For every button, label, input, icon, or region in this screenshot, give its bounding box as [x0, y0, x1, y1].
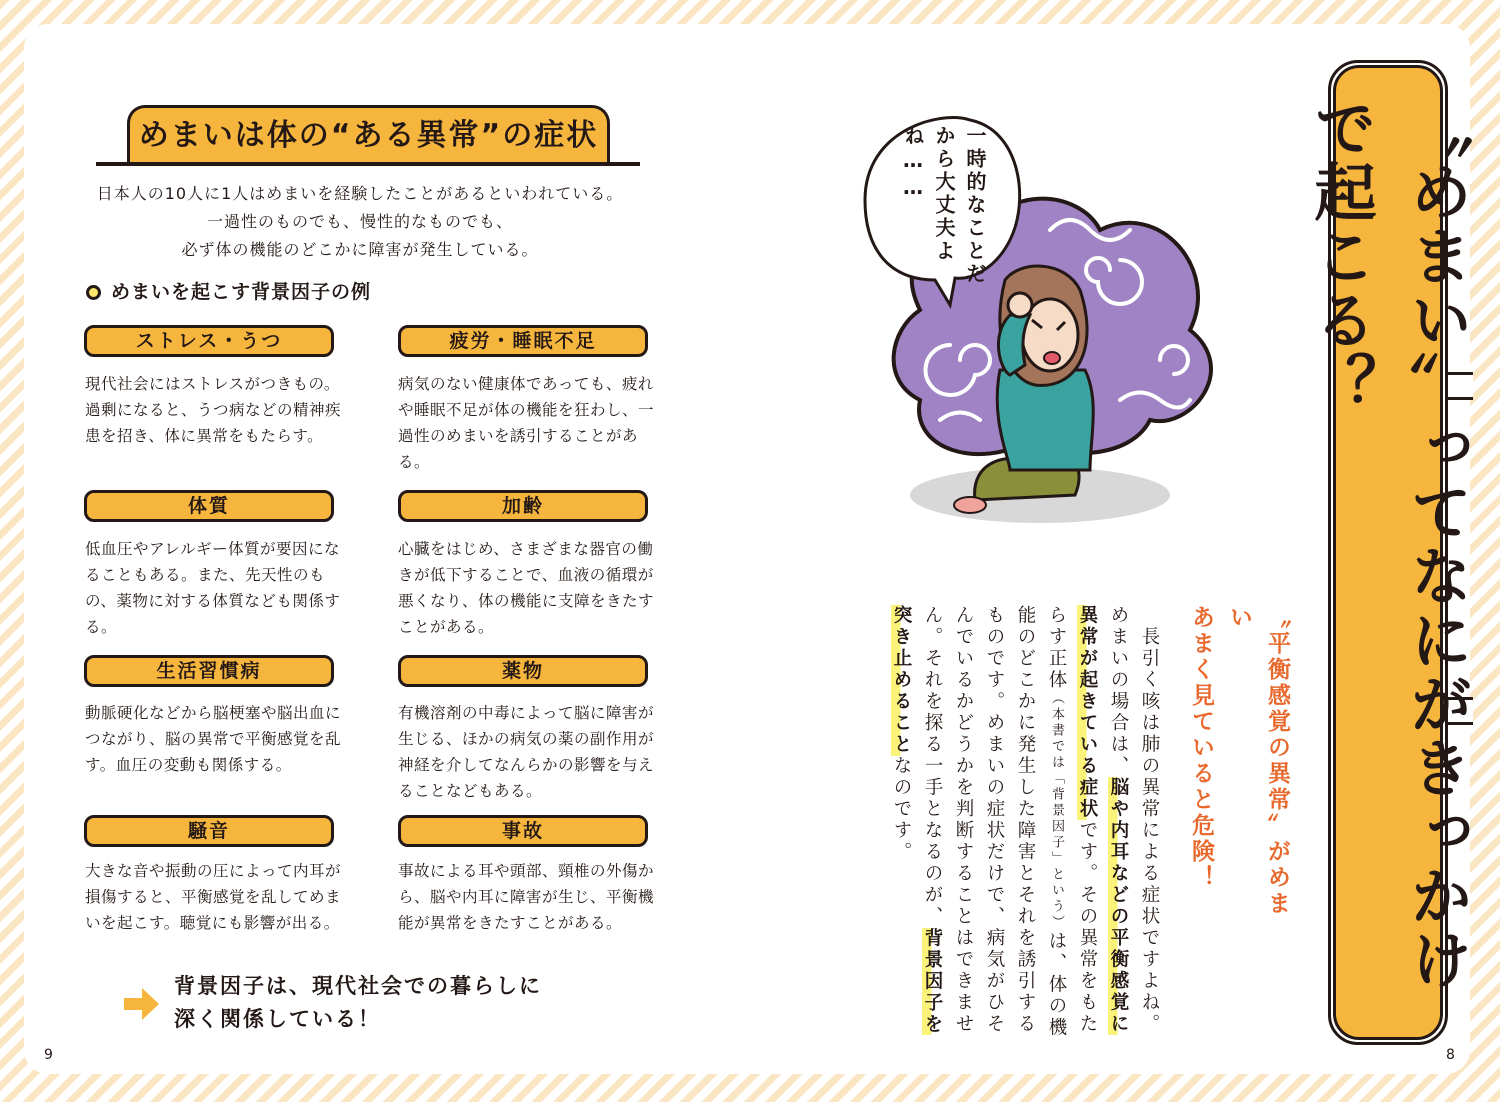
body-segment: 長引く咳は肺の異常による症状ですよね。めまいの場合は、 [1108, 605, 1160, 1035]
subheading-text: めまいを起こす背景因子の例 [111, 281, 372, 303]
subtitle [1182, 605, 1296, 935]
factor-label-noise: 騒音 [84, 815, 334, 847]
body-segment: です。その異常をもたらす正体 [1046, 605, 1098, 1035]
bubble-line: ことだから [932, 125, 987, 286]
bubble-line: 一時的な [963, 125, 987, 217]
factor-label-aging: 加齢 [398, 490, 648, 522]
section-title: めまいは体の“ある異常”の症状 [127, 105, 610, 163]
body-text [845, 605, 1165, 1055]
body-segment: は、体の機能のどこかに発生した障害とそれを誘引するものです。めまいの症状だけで、病気がひそんでいるかどうかを判断することはできません。それを探る一手となるのが、 [922, 605, 1067, 1039]
factor-text-drugs: 有機溶剤の中毒によって脳に障害が生じる、ほかの病気の薬の副作用が神経を介してなんらかの影響を与えることなどもある。 [398, 704, 655, 800]
body-segment: なのです。 [891, 755, 912, 863]
factor-label-accident: 事故 [398, 815, 648, 847]
factor-text-fatigue: 病気のない健康体であっても、疲れや睡眠不足が体の機能を狂わし、一過性のめまいを誘引することがある。 [398, 375, 655, 471]
factor-label-constitution: 体質 [84, 490, 334, 522]
factor-text-lifestyle-disease: 動脈硬化などから脳梗塞や脳出血につながり、脳の異常で平衡感覚を乱す。血圧の変動も関係する。 [85, 704, 342, 774]
bubble-line: 大丈夫よね…… [901, 125, 956, 263]
intro-line: 日本人の10人に1人はめまいを経験したことがあるといわれている。 [96, 184, 624, 203]
factor-text-aging: 心臓をはじめ、さまざまな器官の働きが低下することで、血液の循環が悪くなり、体の機能に支障をきたすことがある。 [398, 540, 655, 636]
conclusion-line: 背景因子は、現代社会での暮らしに [174, 974, 542, 998]
title-band [1304, 65, 1473, 1040]
highlight-text: 脳や内耳などの平衡感覚に異常が起きている症状 [1077, 605, 1129, 1035]
arrow-right-icon [124, 987, 160, 1021]
factor-label-drugs: 薬物 [398, 655, 648, 687]
factor-label-fatigue: 疲労・睡眠不足 [398, 325, 648, 357]
intro-text [80, 180, 640, 264]
intro-line: 必ず体の機能のどこかに障害が発生している。 [181, 240, 539, 259]
factor-text-noise: 大きな音や振動の圧によって内耳が損傷すると、平衡感覚を乱してめまいを起こす。聴覚にも影響が出る。 [85, 862, 342, 932]
body-note: （本書では「背景因子」という） [1049, 691, 1064, 931]
conclusion [174, 970, 594, 1036]
highlight-text: 背景因子を突き止めること [891, 605, 943, 1035]
page-title: 〝めまい〟ってなにがきっかけで起こる？ [1304, 96, 1473, 992]
factor-text-constitution: 低血圧やアレルギー体質が要因になることもある。また、先天性のもの、薬物に対する体質なども関係する。 [85, 540, 341, 636]
factor-text-stress: 現代社会にはストレスがつきもの。過剰になると、うつ病などの精神疾患を招き、体に異常をもたらす。 [85, 375, 342, 445]
subtitle-line: 〝平衡感覚の異常〟がめまい [1226, 605, 1290, 917]
conclusion-line: 深く関係している！ [174, 1007, 381, 1031]
factor-label-lifestyle-disease: 生活習慣病 [84, 655, 334, 687]
page-number-left: 9 [44, 1047, 53, 1063]
circle-bullet-icon [86, 285, 101, 300]
factor-label-stress: ストレス・うつ [84, 325, 334, 357]
page-number-right: 8 [1446, 1047, 1455, 1063]
speech-bubble [880, 125, 990, 295]
subheading [86, 278, 371, 306]
factor-text-accident: 事故による耳や頭部、頸椎の外傷から、脳や内耳に障害が生じ、平衡機能が異常をきたすことがある。 [398, 862, 655, 932]
intro-line: 一過性のものでも、慢性的なものでも、 [206, 212, 513, 231]
subtitle-line: あまく見ていると危険！ [1188, 605, 1214, 891]
title-underline [96, 162, 640, 166]
